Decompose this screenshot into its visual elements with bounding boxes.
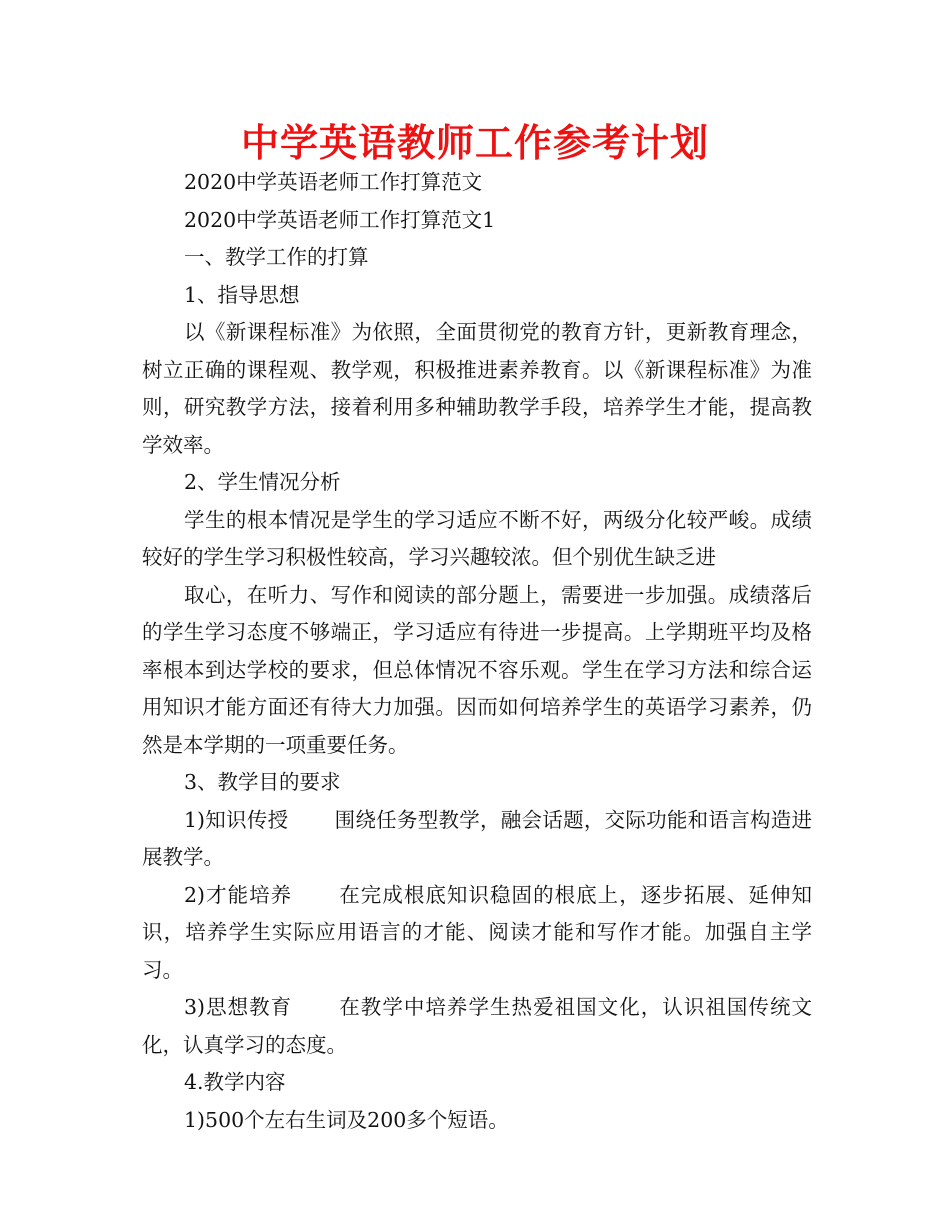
paragraph-student-analysis-1: 学生的根本情况是学生的学习适应不断不好，两级分化较严峻。成绩较好的学生学习积极性较高，学习兴趣较浓。但个别优生缺乏进	[142, 507, 812, 569]
heading-student-analysis: 2、学生情况分析	[184, 470, 341, 494]
paragraph-goal-knowledge	[142, 802, 812, 877]
paragraph-goal-ability	[142, 877, 812, 990]
paragraph-guiding-ideology: 以《新课程标准》为依照，全面贯彻党的教育方针，更新教育理念，树立正确的课程观、教学观，积极推进素养教育。以《新课程标准》为准则，研究教学方法，接着利用多种辅助教学手段，培养学生才能，提高教学效率。	[142, 320, 812, 457]
goal-knowledge-text: 围绕任务型教学，融会话题，交际功能和语言构造进展教学。	[142, 807, 812, 869]
paragraph-teaching-content-1: 1)500个左右生词及200多个短语。	[184, 1107, 509, 1132]
paragraph-subtitle-2: 2020中学英语老师工作打算范文1	[184, 207, 496, 232]
section-heading-teaching-plan: 一、教学工作的打算	[184, 245, 369, 269]
goal-moral-text: 在教学中培养学生热爱祖国文化，认识祖国传统文化，认真学习的态度。	[142, 995, 812, 1057]
goal-ability-label: 2)才能培养	[184, 882, 293, 907]
goal-moral-label: 3)思想教育	[184, 995, 293, 1019]
paragraph-subtitle-1: 2020中学英语老师工作打算范文	[184, 170, 483, 194]
document-body	[142, 164, 812, 1139]
goal-knowledge-label: 1)知识传授	[184, 807, 289, 832]
paragraph-student-analysis-2: 取心，在听力、写作和阅读的部分题上，需要进一步加强。成绩落后的学生学习态度不够端正，学习适应有待进一步提高。上学期班平均及格率根本到达学校的要求，但总体情况不容乐观。学生在学习方法和综合运用知识才能方面还有待大力加强。因而如何培养学生的英语学习素养，仍然是本学期的一项重要任务。	[142, 582, 812, 757]
heading-guiding-ideology: 1、指导思想	[184, 282, 300, 307]
paragraph-goal-moral	[142, 989, 812, 1064]
document-title: 中学英语教师工作参考计划	[240, 121, 709, 165]
heading-teaching-content: 4.教学内容	[184, 1070, 286, 1094]
goal-ability-text: 在完成根底知识稳固的根底上，逐步拓展、延伸知识，培养学生实际应用语言的才能、阅读才能和写作才能。加强自主学习。	[142, 882, 812, 982]
heading-teaching-goals: 3、教学目的要求	[184, 770, 341, 794]
